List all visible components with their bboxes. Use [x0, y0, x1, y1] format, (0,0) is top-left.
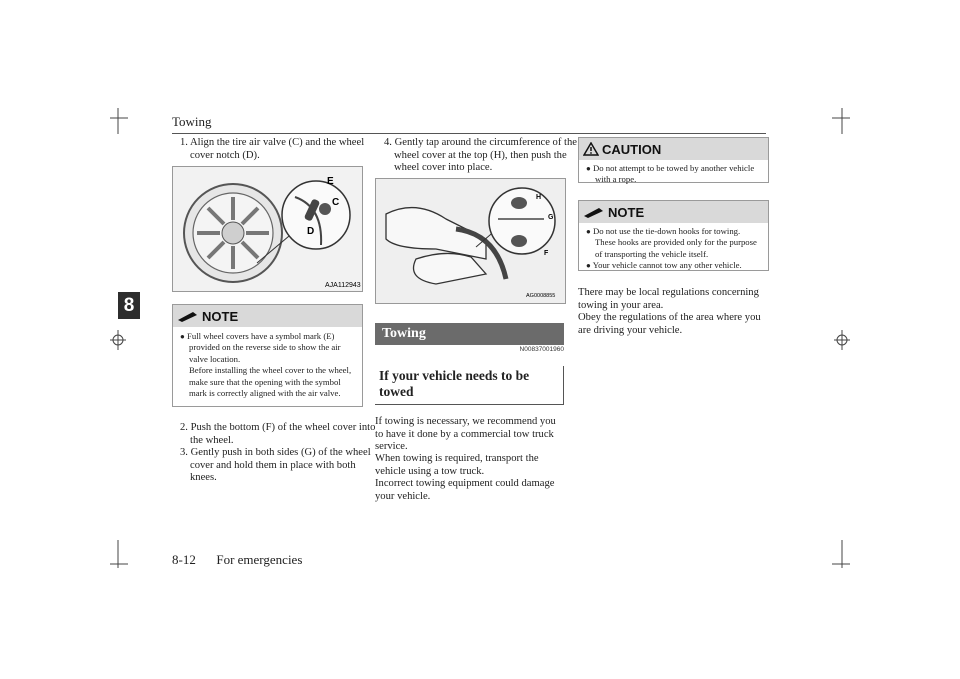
note-bullet-1: ● Do not use the tie-down hooks for towing. These hooks are provided only for the purpose of transporting the vehicle itself.: [586, 226, 757, 259]
page-number: 8-12: [172, 552, 196, 567]
note-bullet-2-text: Your vehicle cannot tow any other vehicle.: [592, 260, 742, 271]
step-4: 4. Gently tap around the circumference of the wheel cover at the top (H), then push the wheel cover into place.: [384, 137, 577, 173]
header-rule: [172, 133, 766, 134]
subheading: If your vehicle needs to be towed: [375, 366, 564, 405]
warning-triangle-icon: [583, 142, 599, 156]
caution-bullet-text: Do not attempt to be towed by another vehicle with a rope.: [593, 163, 755, 185]
note-pencil-icon: [583, 206, 605, 218]
note-header: [173, 305, 362, 327]
note-bullet-text: Full wheel covers have a symbol mark (E) provided on the reverse side to show the air valve location.: [187, 331, 341, 364]
note-bullet-1-text: Do not use the tie-down hooks for towing. These hooks are provided only for the purpose of transporting the vehicle itself.: [593, 226, 757, 259]
section-title-band: [375, 323, 564, 345]
step-3: 3. Gently push in both sides (G) of the wheel cover and hold them in place with both knees.: [180, 447, 371, 483]
towing-para-2: When towing is required, transport the vehicle using a tow truck.: [375, 453, 539, 477]
wheel-cover-press-figure: [375, 178, 566, 304]
page-header-title: Towing: [172, 114, 212, 129]
caution-bullet: ● Do not attempt to be towed by another vehicle with a rope.: [586, 163, 755, 185]
towing-para-1: If towing is necessary, we recommend you to have it done by a commercial tow truck service.: [375, 416, 556, 452]
label-h: H: [536, 194, 542, 201]
label-f: F: [544, 250, 549, 257]
footer-section: For emergencies: [216, 552, 303, 567]
caution-box: [578, 137, 769, 183]
page-footer: [172, 552, 302, 568]
regulations-para-1: There may be local regulations concerning towing in your area.: [578, 287, 759, 311]
caution-title: CAUTION: [602, 141, 662, 157]
note-box-wheel: [172, 304, 363, 407]
step-2: 2. Push the bottom (F) of the wheel cover into the wheel.: [180, 422, 376, 446]
label-c: C: [332, 197, 340, 208]
figure-code-2: AG0008855: [526, 293, 556, 299]
figure-code: AJA112943: [325, 282, 361, 289]
label-d: D: [307, 226, 315, 237]
step-1: 1. Align the tire air valve (C) and the wheel cover notch (D).: [180, 137, 365, 161]
note-text: Before installing the wheel cover to the wheel, make sure that the opening with the symbol mark is correctly aligned with the air valve.: [189, 365, 352, 399]
regulations-para-2: Obey the regulations of the area where you are driving your vehicle.: [578, 312, 761, 336]
note-bullet-2: ● Your vehicle cannot tow any other vehicle.: [586, 260, 742, 271]
note-box-towing: [578, 200, 769, 271]
note-title: NOTE: [202, 308, 239, 324]
caution-header: [579, 138, 768, 160]
note-pencil-icon: [177, 310, 199, 322]
note-title-2: NOTE: [608, 204, 645, 220]
label-e: E: [327, 176, 334, 187]
label-g: G: [548, 214, 554, 221]
towing-para-3: Incorrect towing equipment could damage your vehicle.: [375, 478, 555, 502]
chapter-tab: 8: [118, 292, 140, 319]
document-code: N00837001960: [519, 346, 564, 353]
wheel-cover-alignment-figure: [172, 166, 363, 292]
note-header-2: [579, 201, 768, 223]
wheel-illustration: [173, 167, 362, 291]
note-bullet: ● Full wheel covers have a symbol mark (E) provided on the reverse side to show the air valve location.: [180, 331, 341, 364]
hands-illustration: [376, 179, 565, 303]
section-title: Towing: [382, 326, 426, 341]
